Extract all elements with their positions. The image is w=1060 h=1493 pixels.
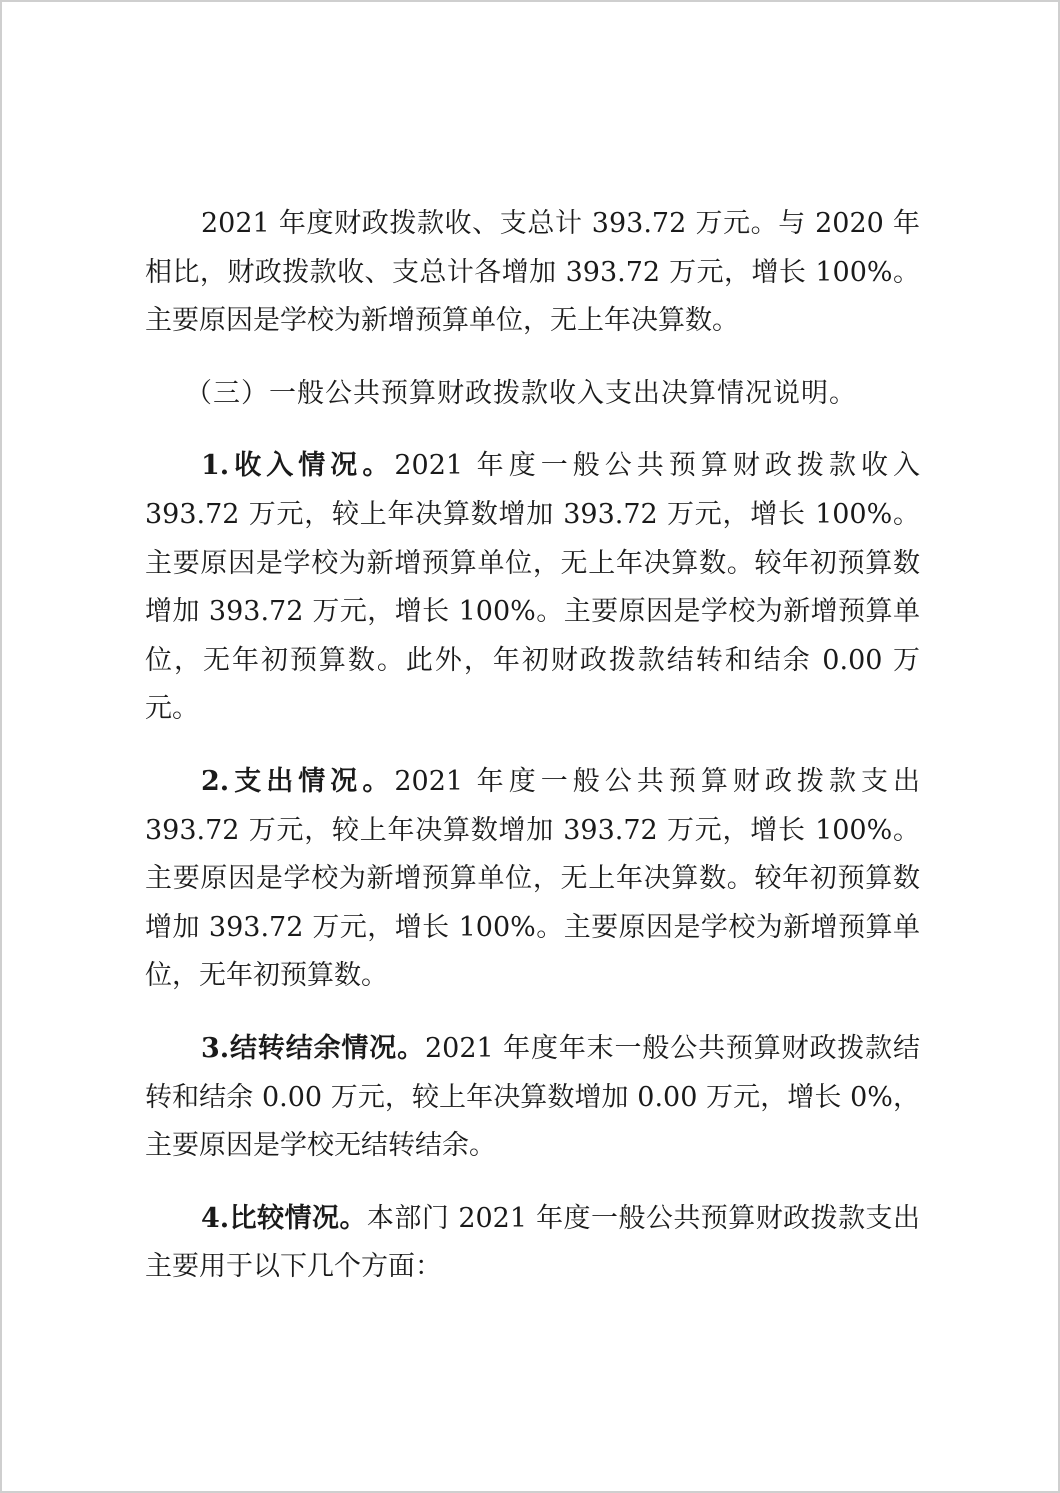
paragraph-total-summary: 2021 年度财政拨款收、支总计 393.72 万元。与 2020 年相比，财政拨款收、支总计各增加 393.72 万元，增长 100%。主要原因是学校为新增预算单位，无上年决算数。 <box>145 208 920 337</box>
spacer <box>145 418 920 442</box>
expense-lead: 2.支出情况。 <box>201 765 395 797</box>
spacer <box>145 346 920 370</box>
paragraph-compare <box>145 1195 920 1292</box>
income-lead: 1.收入情况。 <box>201 450 395 482</box>
carryover-body: 2021 年度年末一般公共预算财政拨款结转和结余 0.00 万元，较上年决算数增加 0.00 万元，增长 0%，主要原因是学校无结转结余。 <box>145 1032 921 1162</box>
paragraph-carryover <box>145 1025 920 1171</box>
carryover-lead: 3.结转结余情况。 <box>201 1032 425 1064</box>
spacer <box>145 1171 920 1195</box>
document-body <box>145 200 920 1292</box>
compare-lead: 4.比较情况。 <box>201 1202 367 1234</box>
compare-body: 本部门 2021 年度一般公共预算财政拨款支出主要用于以下几个方面： <box>145 1202 920 1283</box>
income-body: 2021 年度一般公共预算财政拨款收入 393.72 万元，较上年决算数增加 393.72 万元，增长 100%。主要原因是学校为新增预算单位，无上年决算数。较年初预算数增加 393.72 万元，增长 100%。主要原因是学校为新增预算单位，无年初预算数。此外，年初财政拨款结转和结余 0.00 万元。 <box>145 450 920 725</box>
paragraph-income <box>145 442 920 734</box>
section-heading: （三）一般公共预算财政拨款收入支出决算情况说明。 <box>185 377 857 409</box>
expense-body: 2021 年度一般公共预算财政拨款支出 393.72 万元，较上年决算数增加 393.72 万元，增长 100%。主要原因是学校为新增预算单位，无上年决算数。较年初预算数增加 393.72 万元，增长 100%。主要原因是学校为新增预算单位，无年初预算数。 <box>145 765 920 992</box>
spacer <box>145 734 920 758</box>
spacer <box>145 1001 920 1025</box>
paragraph-expense <box>145 758 920 1001</box>
